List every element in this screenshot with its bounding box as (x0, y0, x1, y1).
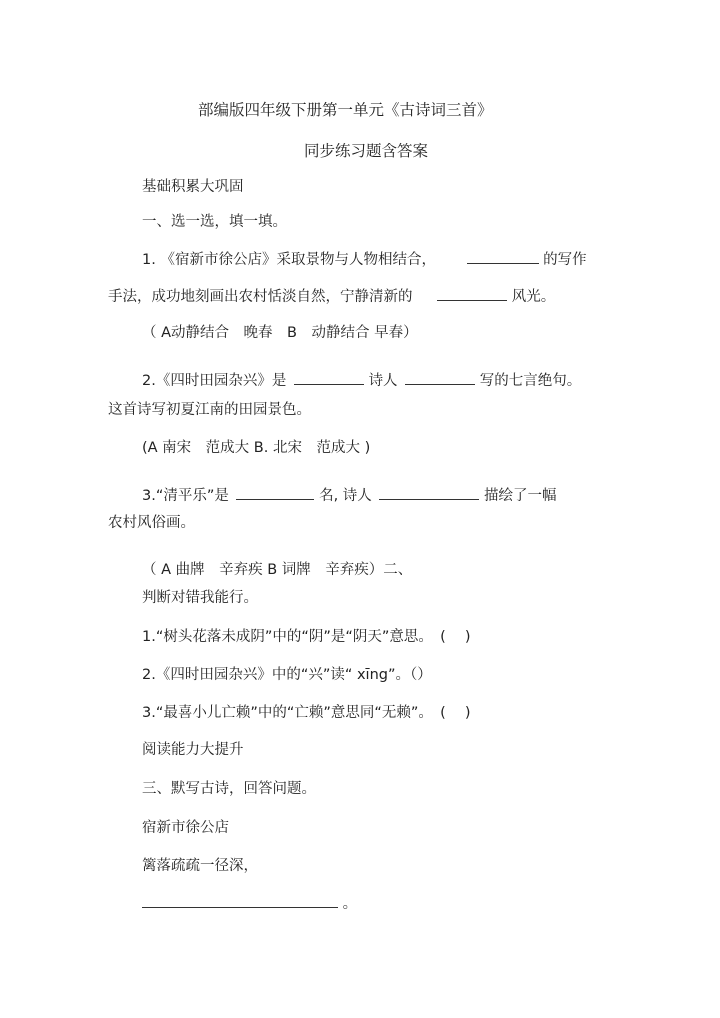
q3-blank-2[interactable] (379, 485, 479, 500)
q2-options: (A 南宋 范成大 B. 北宋 范成大 ) (142, 440, 371, 456)
q1-blank-2[interactable] (437, 286, 507, 301)
q1-line1 (142, 249, 587, 270)
q3-text-c: 描绘了一幅 (484, 488, 557, 504)
q2-blank-1[interactable] (294, 370, 364, 385)
tf-item-2: 2.《四时田园杂兴》中的“兴”读“ xīng”。（） (142, 667, 432, 683)
poem-blank-1[interactable] (142, 893, 338, 908)
q3-options: （ A 曲牌 辛弃疾 B 词牌 辛弃疾）二、 (142, 562, 413, 578)
q1-text-b: 的写作 (543, 252, 587, 268)
tf-item-1: 1.“树头花落未成阴”中的“阴”是“阴天”意思。 ( ) (142, 629, 471, 645)
q1-options: （ A动静结合 晚春 B 动静结合 早春） (142, 325, 418, 341)
q3-text-a: 3.“清平乐”是 (142, 488, 229, 504)
poem-line-1: 篱落疏疏一径深， (142, 858, 258, 874)
q3-line2: 农村风俗画。 (108, 515, 195, 531)
q2-text-c: 写的七言绝句。 (479, 373, 582, 389)
tf-item-3: 3.“最喜小儿亡赖”中的“亡赖”意思同“无赖”。 ( ) (142, 705, 471, 721)
q2-blank-2[interactable] (405, 370, 475, 385)
part2-heading: 判断对错我能行。 (142, 590, 258, 606)
q2-line1 (142, 370, 581, 391)
part3-heading: 三、默写古诗，回答问题。 (142, 781, 316, 797)
q1-blank-1[interactable] (467, 249, 539, 264)
q3-line1 (142, 485, 557, 506)
q2-line2: 这首诗写初夏江南的田园景色。 (108, 402, 311, 418)
section-heading-basic: 基础积累大巩固 (142, 179, 244, 195)
section-heading-reading: 阅读能力大提升 (142, 742, 244, 758)
part1-heading: 一、选一选，填一填。 (142, 214, 287, 230)
page-subtitle: 同步练习题含答案 (304, 142, 429, 160)
page-title: 部编版四年级下册第一单元《古诗词三首》 (198, 101, 493, 119)
q1-text-a: 1. 《宿新市徐公店》采取景物与人物相结合， (142, 252, 436, 268)
q1-line2 (108, 286, 555, 307)
poem-title: 宿新市徐公店 (142, 820, 229, 836)
poem-blank-end: 。 (342, 896, 358, 912)
q2-text-a: 2.《四时田园杂兴》是 (142, 373, 287, 389)
q1-text-c: 手法，成功地刻画出农村恬淡自然，宁静清新的 (108, 289, 413, 305)
poem-line-2 (142, 893, 357, 914)
q1-text-d: 风光。 (511, 289, 556, 305)
q3-blank-1[interactable] (236, 485, 314, 500)
q3-text-b: 名, 诗人 (319, 488, 372, 504)
q2-text-b: 诗人 (368, 373, 398, 389)
